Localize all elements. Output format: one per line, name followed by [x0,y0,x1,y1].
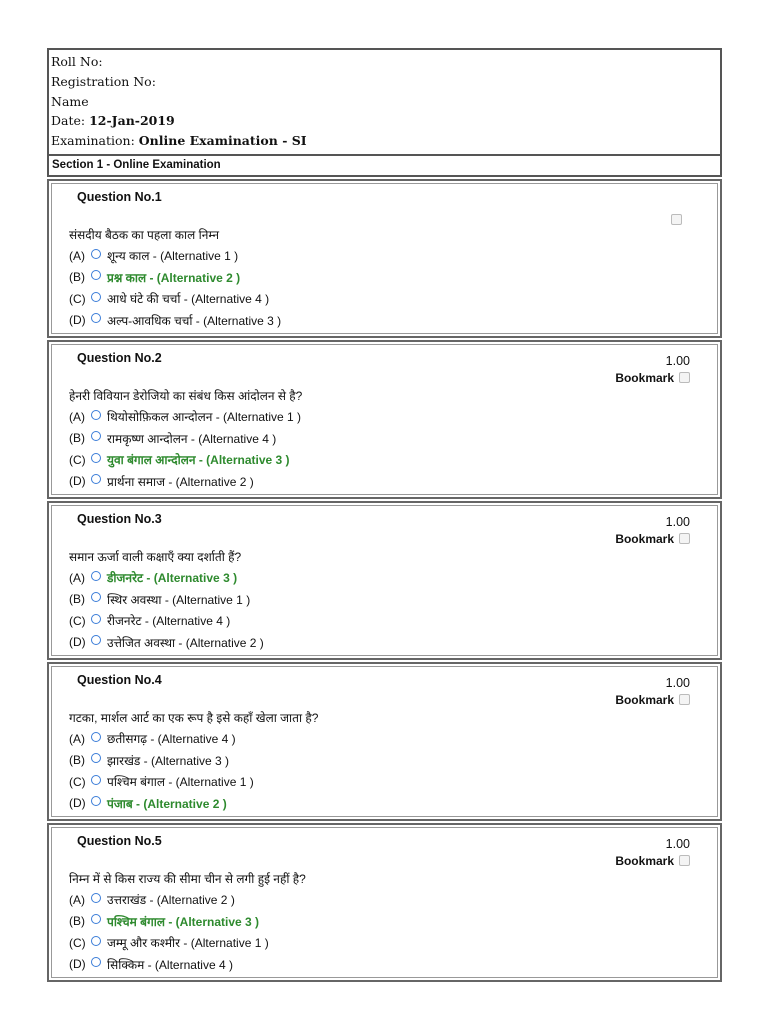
option-text: रीजनरेट - (Alternative 4 ) [107,614,231,629]
answer-option[interactable] [69,427,301,449]
question-text: हेनरी विवियान डेरोजियो का संबंध किस आंदोलन से है? [69,388,303,403]
date-value: 12-Jan-2019 [89,113,175,129]
option-letter: (C) [69,774,86,789]
radio-circle-icon[interactable] [91,313,101,323]
question-card [47,179,722,338]
question-number: Question No.4 [77,672,162,687]
question-number: Question No.1 [77,189,162,204]
registration-no-label: Registration No: [51,73,156,89]
option-letter: (D) [69,635,86,650]
bookmark-checkbox[interactable] [679,855,690,866]
option-letter: (C) [69,613,86,628]
bookmark-checkbox[interactable] [679,372,690,383]
question-marks: 1.00 [665,353,690,368]
radio-circle-icon[interactable] [91,453,101,463]
exam-sheet [47,48,722,982]
option-text: थियोसोफ़िकल आन्दोलन - (Alternative 1 ) [107,410,302,425]
question-marks: 1.00 [665,675,690,690]
answer-option[interactable] [69,631,264,653]
bookmark-label: Bookmark [615,531,674,546]
bookmark-checkbox[interactable] [679,533,690,544]
radio-circle-icon[interactable] [91,292,101,302]
bookmark-control[interactable] [615,693,690,707]
answer-option[interactable] [69,889,269,911]
answer-options [69,406,301,492]
option-text: रामकृष्ण आन्दोलन - (Alternative 4 ) [107,431,277,446]
answer-option-correct[interactable] [69,910,269,932]
roll-no-label: Roll No: [51,54,103,69]
option-text: उत्तराखंड - (Alternative 2 ) [107,893,235,908]
question-list [47,179,722,982]
option-text: युवा बंगाल आन्दोलन - (Alternative 3 ) [107,453,290,468]
question-number: Question No.2 [77,350,162,365]
radio-circle-icon[interactable] [91,914,101,924]
answer-option[interactable] [69,749,254,771]
option-letter: (C) [69,935,86,950]
examination-label: Examination: [51,133,135,149]
option-text: पश्चिम बंगाल - (Alternative 1 ) [107,775,254,790]
radio-circle-icon[interactable] [91,571,101,581]
question-card [47,340,722,499]
answer-option[interactable] [69,245,281,267]
answer-option-correct[interactable] [69,266,281,288]
option-text: जम्मू और कश्मीर - (Alternative 1 ) [107,936,269,951]
radio-circle-icon[interactable] [91,893,101,903]
answer-options [69,567,264,653]
bookmark-checkbox[interactable] [671,214,682,225]
bookmark-control[interactable] [615,371,690,385]
radio-circle-icon[interactable] [91,592,101,602]
option-letter: (B) [69,431,85,446]
radio-circle-icon[interactable] [91,270,101,280]
answer-option[interactable] [69,309,281,331]
answer-option[interactable] [69,728,254,750]
option-text: पंजाब - (Alternative 2 ) [107,796,227,811]
option-letter: (A) [69,892,85,907]
question-number: Question No.3 [77,511,162,526]
radio-circle-icon[interactable] [91,635,101,645]
option-text: सिक्किम - (Alternative 4 ) [107,957,233,972]
radio-circle-icon[interactable] [91,796,101,806]
answer-option[interactable] [69,288,281,310]
bookmark-label: Bookmark [615,692,674,707]
option-letter: (B) [69,914,85,929]
option-letter: (B) [69,753,85,768]
bookmark-checkbox[interactable] [679,694,690,705]
option-letter: (D) [69,474,86,489]
answer-option[interactable] [69,470,301,492]
option-text: डीजनरेट - (Alternative 3 ) [107,571,238,586]
radio-circle-icon[interactable] [91,936,101,946]
answer-option-correct[interactable] [69,567,264,589]
option-text: अल्प-आवधिक चर्चा - (Alternative 3 ) [107,313,282,328]
option-text: शून्य काल - (Alternative 1 ) [107,249,239,264]
option-text: उत्तेजित अवस्था - (Alternative 2 ) [107,635,264,650]
bookmark-control[interactable] [615,532,690,546]
radio-circle-icon[interactable] [91,753,101,763]
option-text: स्थिर अवस्था - (Alternative 1 ) [107,592,251,607]
answer-option-correct[interactable] [69,449,301,471]
option-text: आधे घंटे की चर्चा - (Alternative 4 ) [107,292,270,307]
question-text: समान ऊर्जा वाली कक्षाएँ क्या दर्शाती हैं? [69,549,242,564]
radio-circle-icon[interactable] [91,249,101,259]
name-label: Name [51,93,89,109]
option-letter: (A) [69,248,85,263]
answer-option[interactable] [69,932,269,954]
option-letter: (B) [69,270,85,285]
section-title: Section 1 - Online Examination [47,155,722,177]
radio-circle-icon[interactable] [91,431,101,441]
option-letter: (D) [69,313,86,328]
option-letter: (D) [69,796,86,811]
answer-options [69,889,269,975]
option-text: छतीसगढ़ - (Alternative 4 ) [107,732,236,747]
radio-circle-icon[interactable] [91,732,101,742]
question-card [47,823,722,982]
answer-option[interactable] [69,588,264,610]
option-letter: (B) [69,592,85,607]
option-letter: (A) [69,409,85,424]
option-text: झारखंड - (Alternative 3 ) [107,753,230,768]
radio-circle-icon[interactable] [91,410,101,420]
answer-option[interactable] [69,771,254,793]
option-letter: (C) [69,452,86,467]
option-letter: (D) [69,957,86,972]
radio-circle-icon[interactable] [91,614,101,624]
radio-circle-icon[interactable] [91,474,101,484]
radio-circle-icon[interactable] [91,775,101,785]
examination-value: Online Examination - SI [138,133,307,149]
answer-option-correct[interactable] [69,792,254,814]
option-letter: (C) [69,291,86,306]
question-text: संसदीय बैठक का पहला काल निम्न [69,227,220,242]
question-marks: 1.00 [665,514,690,529]
answer-option[interactable] [69,610,264,632]
examination-row [51,131,718,151]
question-card [47,501,722,660]
candidate-info [47,48,722,155]
date-row [51,111,718,131]
answer-option[interactable] [69,406,301,428]
option-text: पश्चिम बंगाल - (Alternative 3 ) [107,914,260,929]
answer-options [69,245,281,331]
question-marks: 1.00 [665,836,690,851]
question-text: निम्न में से किस राज्य की सीमा चीन से लगी हुई नहीं है? [69,871,306,886]
bookmark-control[interactable] [615,854,690,868]
option-text: प्रश्न काल - (Alternative 2 ) [107,270,241,285]
option-letter: (A) [69,731,85,746]
radio-circle-icon[interactable] [91,957,101,967]
option-text: प्रार्थना समाज - (Alternative 2 ) [107,474,254,489]
answer-options [69,728,254,814]
question-card [47,662,722,821]
question-number: Question No.5 [77,833,162,848]
answer-option[interactable] [69,953,269,975]
bookmark-label: Bookmark [615,370,674,385]
option-letter: (A) [69,570,85,585]
date-label: Date: [51,113,86,129]
bookmark-label: Bookmark [615,853,674,868]
question-text: गटका, मार्शल आर्ट का एक रूप है इसे कहाँ खेला जाता है? [69,710,319,725]
